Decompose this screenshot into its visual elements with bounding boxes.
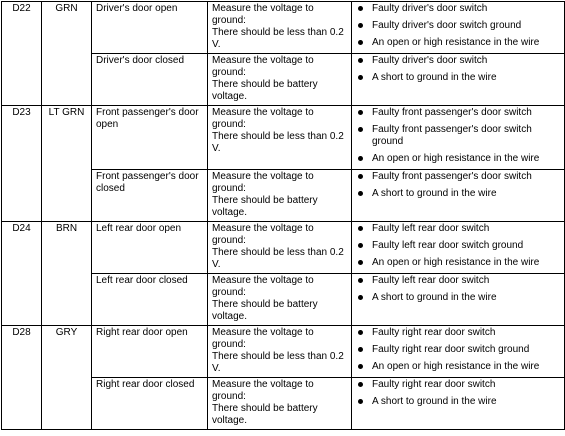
bullet-icon: [358, 382, 363, 387]
cause-text: An open or high resistance in the wire: [372, 361, 540, 372]
test-procedure: [208, 106, 352, 170]
possible-causes: [352, 106, 565, 170]
test-condition: Driver's door open: [92, 2, 208, 54]
bullet-icon: [358, 6, 363, 11]
list-item: [356, 361, 560, 373]
list-item: [356, 55, 560, 67]
bullet-icon: [358, 191, 363, 196]
list-item: [356, 37, 560, 49]
bullet-icon: [358, 399, 363, 404]
wire-color: GRN: [42, 2, 92, 106]
test-procedure: [208, 326, 352, 378]
test-expectation: There should be battery voltage.: [212, 195, 318, 218]
list-item: [356, 223, 560, 235]
bullet-icon: [358, 174, 363, 179]
list-item: [356, 327, 560, 339]
list-item: [356, 292, 560, 304]
test-instruction: Measure the voltage to ground:: [212, 3, 314, 26]
test-procedure: [208, 54, 352, 106]
test-condition: Left rear door open: [92, 222, 208, 274]
cause-text: An open or high resistance in the wire: [372, 153, 540, 164]
wire-color: LT GRN: [42, 106, 92, 222]
cause-text: Faulty left rear door switch ground: [372, 240, 524, 251]
test-instruction: Measure the voltage to ground:: [212, 327, 314, 350]
cause-text: Faulty right rear door switch: [372, 327, 496, 338]
cause-text: Faulty driver's door switch: [372, 55, 488, 66]
wire-color: GRY: [42, 326, 92, 430]
test-condition: Right rear door closed: [92, 378, 208, 430]
list-item: [356, 257, 560, 269]
test-procedure: [208, 274, 352, 326]
bullet-icon: [358, 156, 363, 161]
list-item: [356, 188, 560, 200]
bullet-icon: [358, 278, 363, 283]
possible-causes: [352, 326, 565, 378]
cause-text: An open or high resistance in the wire: [372, 37, 540, 48]
cause-text: Faulty driver's door switch: [372, 3, 488, 14]
cause-text: Faulty right rear door switch: [372, 379, 496, 390]
table-row: [2, 326, 565, 378]
possible-causes: [352, 2, 565, 54]
table-row: [2, 106, 565, 170]
bullet-icon: [358, 75, 363, 80]
cause-text: Faulty left rear door switch: [372, 223, 490, 234]
terminal-pin: D28: [2, 326, 42, 430]
list-item: [356, 3, 560, 15]
test-condition: Driver's door closed: [92, 54, 208, 106]
list-item: [356, 72, 560, 84]
cause-text: Faulty front passenger's door switch: [372, 171, 532, 182]
bullet-icon: [358, 364, 363, 369]
test-instruction: Measure the voltage to ground:: [212, 107, 314, 130]
cause-text: A short to ground in the wire: [372, 72, 497, 83]
terminal-pin: D22: [2, 2, 42, 106]
cause-text: Faulty left rear door switch: [372, 275, 490, 286]
test-expectation: There should be battery voltage.: [212, 403, 318, 426]
test-instruction: Measure the voltage to ground:: [212, 275, 314, 298]
test-expectation: There should be less than 0.2 V.: [212, 131, 344, 154]
cause-text: Faulty front passenger's door switch ground: [372, 124, 532, 147]
cause-text: An open or high resistance in the wire: [372, 257, 540, 268]
test-instruction: Measure the voltage to ground:: [212, 223, 314, 246]
test-procedure: [208, 170, 352, 222]
test-expectation: There should be less than 0.2 V.: [212, 351, 344, 374]
bullet-icon: [358, 40, 363, 45]
list-item: [356, 344, 560, 356]
terminal-pin: D24: [2, 222, 42, 326]
test-procedure: [208, 2, 352, 54]
list-item: [356, 153, 560, 165]
bullet-icon: [358, 58, 363, 63]
cause-text: Faulty right rear door switch ground: [372, 344, 530, 355]
test-instruction: Measure the voltage to ground:: [212, 55, 314, 78]
bullet-icon: [358, 226, 363, 231]
list-item: [356, 20, 560, 32]
test-procedure: [208, 378, 352, 430]
possible-causes: [352, 170, 565, 222]
cause-text: Faulty front passenger's door switch: [372, 107, 532, 118]
list-item: [356, 396, 560, 408]
test-expectation: There should be battery voltage.: [212, 79, 318, 102]
bullet-icon: [358, 127, 363, 132]
test-condition: Front passenger's door open: [92, 106, 208, 170]
test-condition: Left rear door closed: [92, 274, 208, 326]
cause-text: A short to ground in the wire: [372, 188, 497, 199]
list-item: [356, 379, 560, 391]
test-condition: Front passenger's door closed: [92, 170, 208, 222]
bullet-icon: [358, 330, 363, 335]
test-expectation: There should be less than 0.2 V.: [212, 247, 344, 270]
possible-causes: [352, 378, 565, 430]
cause-text: A short to ground in the wire: [372, 396, 497, 407]
cause-text: A short to ground in the wire: [372, 292, 497, 303]
possible-causes: [352, 274, 565, 326]
bullet-icon: [358, 295, 363, 300]
test-expectation: There should be less than 0.2 V.: [212, 27, 344, 50]
possible-causes: [352, 222, 565, 274]
list-item: [356, 124, 560, 148]
bullet-icon: [358, 110, 363, 115]
bullet-icon: [358, 347, 363, 352]
test-procedure: [208, 222, 352, 274]
test-instruction: Measure the voltage to ground:: [212, 171, 314, 194]
list-item: [356, 275, 560, 287]
table-row: [2, 222, 565, 274]
test-expectation: There should be battery voltage.: [212, 299, 318, 322]
bullet-icon: [358, 23, 363, 28]
test-instruction: Measure the voltage to ground:: [212, 379, 314, 402]
wire-color: BRN: [42, 222, 92, 326]
troubleshooting-table: [1, 1, 565, 430]
terminal-pin: D23: [2, 106, 42, 222]
list-item: [356, 171, 560, 183]
bullet-icon: [358, 243, 363, 248]
cause-text: Faulty driver's door switch ground: [372, 20, 522, 31]
bullet-icon: [358, 260, 363, 265]
list-item: [356, 107, 560, 119]
possible-causes: [352, 54, 565, 106]
list-item: [356, 240, 560, 252]
table-row: [2, 2, 565, 54]
test-condition: Right rear door open: [92, 326, 208, 378]
